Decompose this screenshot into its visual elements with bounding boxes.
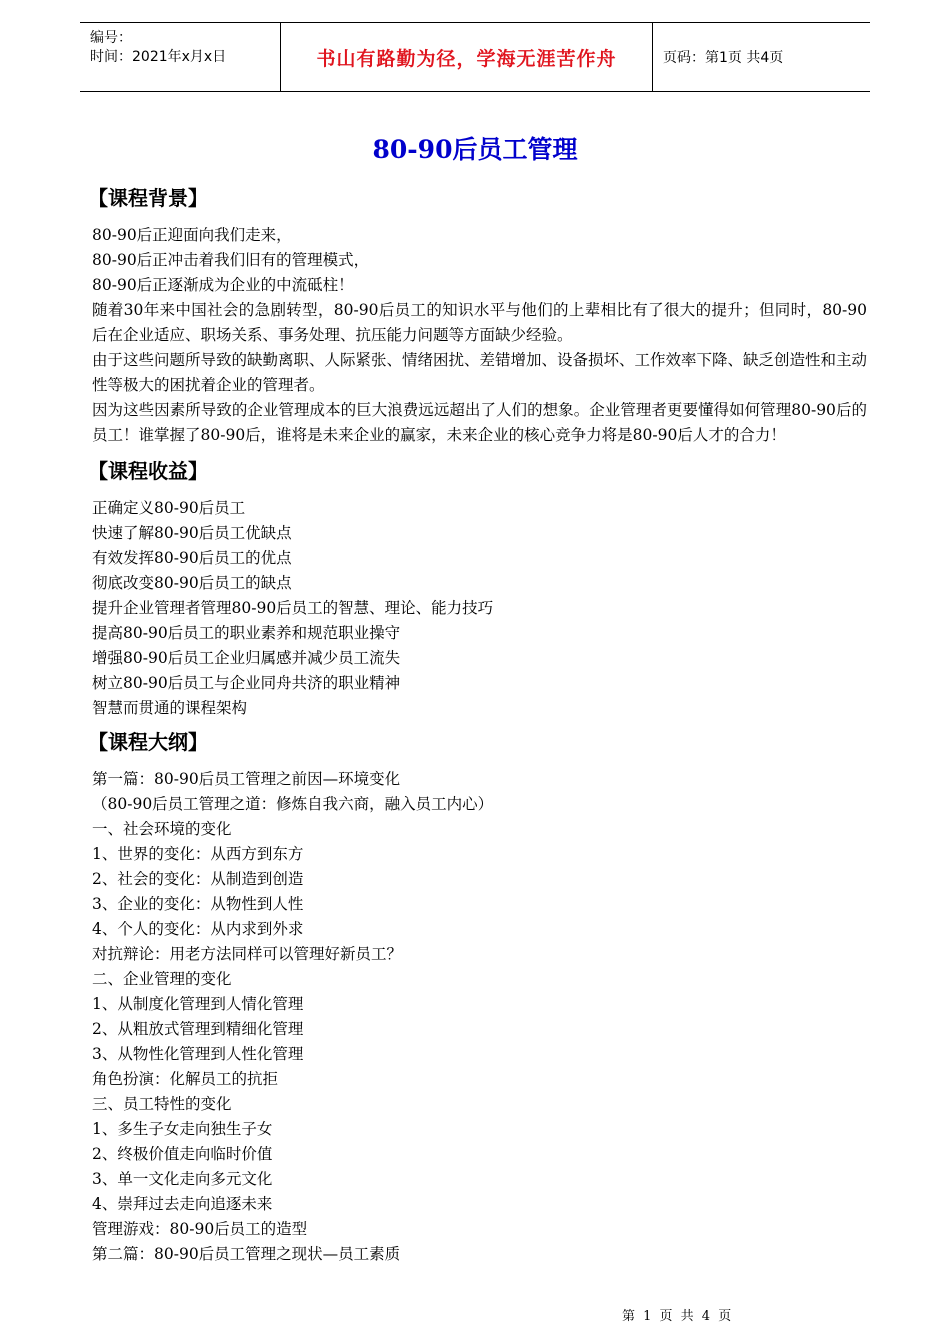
outline-item: 二、企业管理的变化 [92, 970, 232, 988]
outline-item: 3、企业的变化：从物性到人性 [92, 895, 304, 913]
page-footer: 第 1 页 共 4 页 [622, 1309, 734, 1324]
outline-item: 一、社会环境的变化 [92, 820, 232, 838]
header-page-label: 页码：第1页 共4页 [663, 50, 784, 66]
outline-item: 4、崇拜过去走向追逐未来 [92, 1195, 273, 1213]
background-line: 80-90后正逐渐成为企业的中流砥柱！ [92, 276, 354, 294]
outline-item: 三、员工特性的变化 [92, 1095, 232, 1113]
section-heading-outline: 【课程大纲】 [88, 730, 208, 754]
outline-item: 2、社会的变化：从制造到创造 [92, 870, 304, 888]
outline-item: 2、终极价值走向临时价值 [92, 1145, 273, 1163]
background-line: 80-90后正迎面向我们走来， [92, 226, 292, 244]
outline-item: 对抗辩论：用老方法同样可以管理好新员工？ [92, 945, 403, 963]
page-header [80, 22, 870, 92]
outline-item: 2、从粗放式管理到精细化管理 [92, 1020, 304, 1038]
benefit-item: 增强80-90后员工企业归属感并减少员工流失 [92, 649, 401, 667]
background-paragraph: 由于这些问题所导致的缺勤离职、人际紧张、情绪困扰、差错增加、设备损坏、工作效率下降、缺乏创造性和主动性等极大的困扰着企业的管理者。 [92, 351, 868, 394]
outline-item: 1、多生子女走向独生子女 [92, 1120, 273, 1138]
benefit-item: 有效发挥80-90后员工的优点 [92, 549, 292, 567]
outline-item: 3、单一文化走向多元文化 [92, 1170, 273, 1188]
document-title: 80-90后员工管理 [372, 135, 578, 164]
benefits-list [92, 496, 867, 721]
section-heading-benefits: 【课程收益】 [88, 459, 208, 483]
outline-item: （80-90后员工管理之道：修炼自我六商，融入员工内心） [92, 795, 494, 813]
document-body [88, 181, 868, 1267]
background-paragraph: 随着30年来中国社会的急剧转型，80-90后员工的知识水平与他们的上辈相比有了很大的提升；但同时，80-90后在企业适应、职场关系、事务处理、抗压能力问题等方面缺少经验。 [92, 301, 867, 344]
benefit-item: 树立80-90后员工与企业同舟共济的职业精神 [92, 674, 401, 692]
time-label: 时间：2021年x月x日 [90, 49, 227, 65]
benefit-item: 智慧而贯通的课程架构 [92, 699, 248, 717]
outline-item: 第二篇：80-90后员工管理之现状—员工素质 [92, 1245, 401, 1263]
number-label: 编号： [90, 30, 132, 46]
outline-item: 角色扮演：化解员工的抗拒 [92, 1070, 279, 1088]
header-meta [80, 23, 280, 91]
outline-item: 4、个人的变化：从内求到外求 [92, 920, 304, 938]
benefit-item: 提高80-90后员工的职业素养和规范职业操守 [92, 624, 401, 642]
benefit-item: 正确定义80-90后员工 [92, 499, 246, 517]
background-line: 80-90后正冲击着我们旧有的管理模式， [92, 251, 370, 269]
benefit-item: 快速了解80-90后员工优缺点 [92, 524, 292, 542]
background-paragraph: 因为这些因素所导致的企业管理成本的巨大浪费远远超出了人们的想象。企业管理者更要懂得如何管理80-90后的员工！谁掌握了80-90后，谁将是未来企业的赢家，未来企业的核心竞争力将是80-90后人才的合力！ [92, 401, 867, 444]
outline-list [92, 767, 867, 1267]
outline-item: 管理游戏：80-90后员工的造型 [92, 1220, 308, 1238]
benefit-item: 提升企业管理者管理80-90后员工的智慧、理论、能力技巧 [92, 599, 494, 617]
benefit-item: 彻底改变80-90后员工的缺点 [92, 574, 292, 592]
header-motto: 书山有路勤为径，学海无涯苦作舟 [280, 23, 653, 91]
section-heading-background: 【课程背景】 [88, 186, 208, 210]
outline-item: 第一篇：80-90后员工管理之前因—环境变化 [92, 770, 401, 788]
outline-item: 3、从物性化管理到人性化管理 [92, 1045, 304, 1063]
outline-item: 1、世界的变化：从西方到东方 [92, 845, 304, 863]
outline-item: 1、从制度化管理到人情化管理 [92, 995, 304, 1013]
